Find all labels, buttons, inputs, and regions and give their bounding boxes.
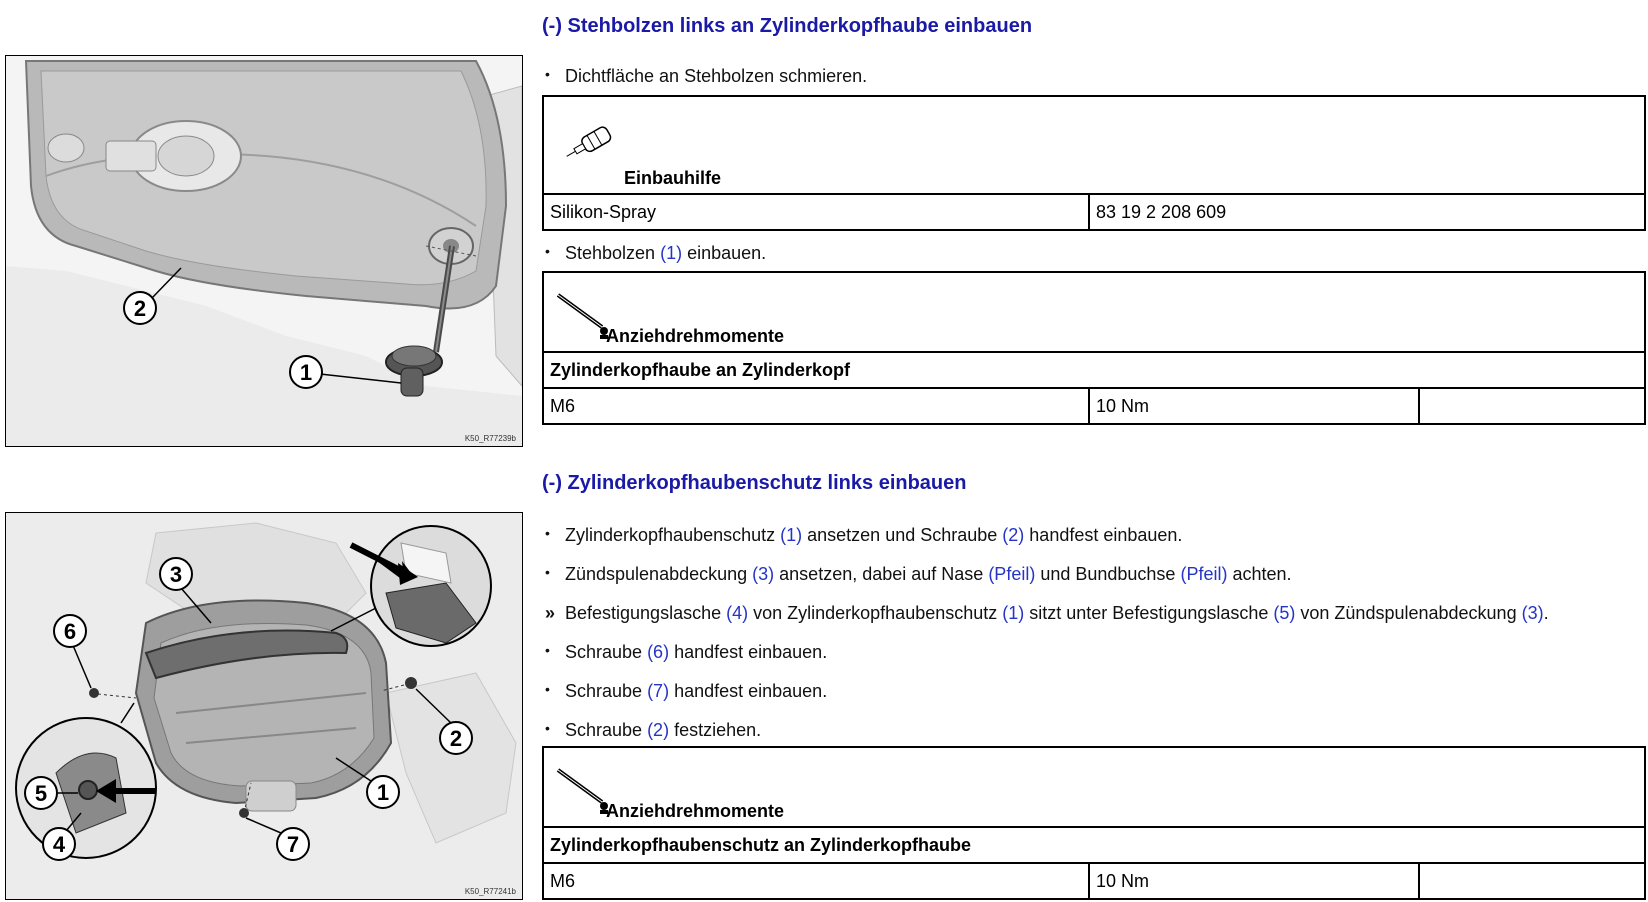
torque-title: Anziehdrehmomente <box>606 801 785 821</box>
torque-value: 10 Nm <box>1089 388 1419 424</box>
figure-cylinder-head-cover-protector <box>5 512 523 900</box>
torque-subtitle: Zylinderkopfhaube an Zylinderkopf <box>543 352 1645 388</box>
torque-table-protector <box>542 746 1646 900</box>
reference-link[interactable]: (1) <box>1002 603 1025 623</box>
cover-protector-illustration <box>6 513 522 899</box>
result-arrow-icon: » <box>545 603 553 623</box>
reference-link[interactable]: (Pfeil) <box>1180 564 1228 584</box>
torque-thread: M6 <box>543 863 1089 899</box>
svg-text:4: 4 <box>52 832 66 857</box>
torque-extra <box>1419 388 1645 424</box>
step-screw-7: • Schraube (7) handfest einbauen. <box>545 681 828 701</box>
bullet-icon: • <box>545 681 550 697</box>
svg-text:7: 7 <box>286 832 300 857</box>
reference-link[interactable]: (Pfeil) <box>988 564 1036 584</box>
torque-thread: M6 <box>543 388 1089 424</box>
reference-link[interactable]: (4) <box>726 603 749 623</box>
step-note-tab: » Befestigungslasche (4) von Zylinderkopfhaubenschutz (1) sitzt unter Befestigungslasche (5) von Zündspulenabdeckung (3). <box>545 603 1549 623</box>
torque-subtitle: Zylinderkopfhaubenschutz an Zylinderkopfhaube <box>543 827 1645 863</box>
svg-text:5: 5 <box>34 781 48 806</box>
reference-link[interactable]: (1) <box>660 243 683 263</box>
aid-item: Silikon-Spray <box>543 194 1089 230</box>
torque-value: 10 Nm <box>1089 863 1419 899</box>
svg-text:1: 1 <box>299 360 313 385</box>
reference-link[interactable]: (5) <box>1273 603 1296 623</box>
assembly-aid-header <box>543 96 1645 194</box>
torque-header <box>543 272 1645 352</box>
step-attach-protector: • Zylinderkopfhaubenschutz (1) ansetzen und Schraube (2) handfest einbauen. <box>545 525 1183 545</box>
step-tighten-screw-2: • Schraube (2) festziehen. <box>545 720 762 740</box>
section-heading-protector: (-) Zylinderkopfhaubenschutz links einbauen <box>542 472 967 494</box>
bullet-icon: • <box>545 66 550 82</box>
figure-cylinder-head-cover-stud <box>5 55 523 447</box>
spray-can-icon <box>562 122 622 166</box>
torque-title: Anziehdrehmomente <box>606 326 785 346</box>
reference-link[interactable]: (2) <box>1002 525 1025 545</box>
figure-code: K50_R77241b <box>464 887 516 896</box>
reference-link[interactable]: (1) <box>780 525 803 545</box>
bullet-icon: • <box>545 720 550 736</box>
torque-wrench-icon <box>554 289 614 339</box>
step-install-stud: • Stehbolzen (1) einbauen. <box>545 243 767 263</box>
bullet-icon: • <box>545 243 550 259</box>
svg-text:6: 6 <box>63 619 77 644</box>
reference-link[interactable]: (6) <box>647 642 670 662</box>
assembly-aid-title: Einbauhilfe <box>624 168 722 188</box>
reference-link[interactable]: (2) <box>647 720 670 740</box>
reference-link[interactable]: (7) <box>647 681 670 701</box>
step-screw-6: • Schraube (6) handfest einbauen. <box>545 642 828 662</box>
torque-extra <box>1419 863 1645 899</box>
step-lubricate: • Dichtfläche an Stehbolzen schmieren. <box>545 66 868 86</box>
torque-header <box>543 747 1645 827</box>
cylinder-head-cover-illustration <box>6 56 522 446</box>
svg-text:3: 3 <box>169 562 183 587</box>
reference-link[interactable]: (3) <box>752 564 775 584</box>
svg-text:2: 2 <box>133 296 147 321</box>
svg-text:1: 1 <box>376 780 390 805</box>
bullet-icon: • <box>545 525 550 541</box>
step-ignition-coil-cover: • Zündspulenabdeckung (3) ansetzen, dabei auf Nase (Pfeil) und Bundbuchse (Pfeil) achten. <box>545 564 1292 584</box>
bullet-icon: • <box>545 642 550 658</box>
reference-link[interactable]: (3) <box>1521 603 1544 623</box>
aid-part-number: 83 19 2 208 609 <box>1089 194 1645 230</box>
bullet-icon: • <box>545 564 550 580</box>
svg-text:2: 2 <box>449 726 463 751</box>
assembly-aid-table <box>542 95 1646 231</box>
torque-wrench-icon <box>554 764 614 814</box>
section-heading-stud: (-) Stehbolzen links an Zylinderkopfhaube einbauen <box>542 15 1033 37</box>
torque-table-stud <box>542 271 1646 425</box>
figure-code: K50_R77239b <box>464 434 516 443</box>
